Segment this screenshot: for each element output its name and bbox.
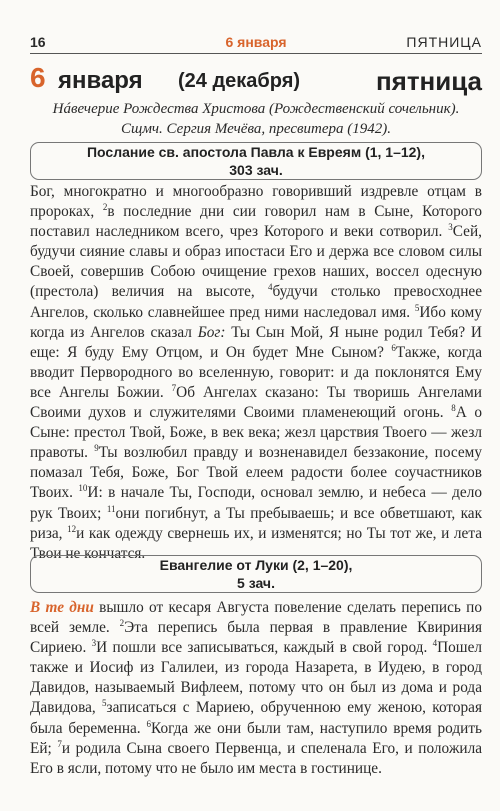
verse-number: 2 — [119, 618, 125, 628]
verse-number: 4 — [432, 638, 438, 649]
verse-text: Ибо кому когда из Ангелов сказал — [30, 303, 482, 341]
verse-text: Когда же они были там, наступило время родить Ей; — [30, 719, 482, 757]
verse-text: Пошел также и Иосиф из Галилеи, из города Назарета, в Иудею, в город Давидов, называемый Вифлеем, потому что он был из дома и рода Давидова, — [30, 639, 483, 717]
epistle-text — [30, 182, 482, 564]
verse-text: Бог, многократно и многообразно говоривший издревле отцам в пророках, — [30, 183, 482, 221]
running-header — [30, 34, 482, 50]
verse-number: 3 — [91, 638, 97, 649]
verse-number: 10 — [78, 483, 88, 494]
verse-text: они погибнут, а Ты пребываешь; и все обветшают, как риза, — [30, 504, 483, 542]
verse-text: А о Сыне: престол Твой, Боже, в век века; жезл царствия Твоего — жезл правоты. — [30, 404, 482, 462]
verse-text: Эта перепись была первая в правление Квириния Сириею. — [30, 619, 482, 657]
header-date: 6 января — [225, 34, 287, 50]
verse-number: 9 — [94, 443, 99, 454]
day-number: 6 — [30, 62, 46, 93]
verse-number: 7 — [57, 738, 62, 749]
verse-text: Ты Сын Мой, Я ныне родил Тебя? И еще: Я буду Ему Отцом, и Он будет Мне Сыном? — [30, 323, 482, 361]
verse-text: Также, когда вводит Первородного во вселенную, говорит: и да поклонятся Ему все Ангелы Божии. — [30, 343, 482, 401]
reading-pericope: 5 зач. — [237, 575, 275, 591]
gospel-text — [30, 598, 482, 779]
verse-text: вышло от кесаря Августа повеление сделать перепись по всей земле. — [30, 599, 482, 637]
verse-text: будучи столько превосходнее Ангелов, сколько славнейшее пред ними наследовал имя. — [30, 283, 482, 321]
verse-number: 8 — [451, 402, 456, 413]
verse-number: 5 — [414, 302, 420, 313]
verse-text: и как одежду свернешь их, и изменятся; но Ты тот же, и лета Твои не кончатся. — [30, 524, 482, 562]
day-weekday: пятница — [375, 66, 482, 96]
day-title — [30, 62, 482, 98]
reading-title: Евангелие от Луки (2, 1–20), — [159, 557, 353, 573]
verse-number: 6 — [391, 342, 396, 353]
reading-header-gospel — [30, 555, 482, 593]
verse-text: записаться с Мариею, обрученною ему женою, которая была беременна. — [30, 699, 483, 737]
verse-text: Сей, будучи сияние славы и образ ипостаси Его и держа все словом силы Своей, совершив Собою очищение грехов наших, воссел одесную (престола) величия на высоте, — [30, 223, 482, 301]
verse-text: и родила Сына своего Первенца, и спеленала Его, и положила Его в ясли, потому что не было им места в гостинице. — [30, 739, 483, 777]
verse-text: в последние дни сии говорил нам в Сыне, Которого поставил наследником всего, чрез Которого и веки сотворил. — [30, 203, 482, 241]
reading-header-epistle — [30, 142, 482, 180]
verse-number: 2 — [102, 202, 108, 212]
verse-text: Ты возлюбил правду и возненавидел беззаконие, посему помазал Тебя, Боже, Бог Твой елеем радости более соучастников Твоих. — [30, 444, 482, 502]
verse-number: 5 — [102, 698, 107, 709]
day-month: января — [58, 67, 143, 94]
verse-number: 7 — [171, 382, 177, 393]
reading-pericope: 303 зач. — [229, 162, 283, 178]
verse-number: 11 — [106, 503, 116, 514]
verse-emphasis: Бог: — [197, 323, 226, 341]
header-rule — [30, 53, 482, 54]
verse-number: 6 — [146, 718, 152, 729]
page-number: 16 — [30, 34, 46, 50]
verse-text: И пошли все записываться, каждый в свой город. — [96, 639, 433, 657]
header-weekday: ПЯТНИЦА — [406, 34, 482, 50]
incipit: В те дни — [30, 599, 94, 616]
verse-number: 3 — [448, 222, 453, 233]
reading-title: Послание св. апостола Павла к Евреям (1, 1–12), — [86, 144, 425, 160]
verse-text: И: в начале Ты, Господи, основал землю, и небеса — дело рук Твоих; — [30, 484, 482, 522]
verse-number: 12 — [67, 523, 77, 534]
feast-line-2: Сщмч. Сергия Мечёва, пресвитера (1942). — [121, 121, 391, 137]
old-style-date: (24 декабря) — [178, 70, 301, 92]
feast-line-1: Нáвечерие Рождества Христова (Рождественский сочельник). — [52, 101, 460, 117]
verse-number: 4 — [267, 282, 273, 293]
verse-text: Об Ангелах сказано: Ты творишь Ангелами Своими духов и служителями Своими пламенеющий огонь. — [30, 383, 482, 422]
